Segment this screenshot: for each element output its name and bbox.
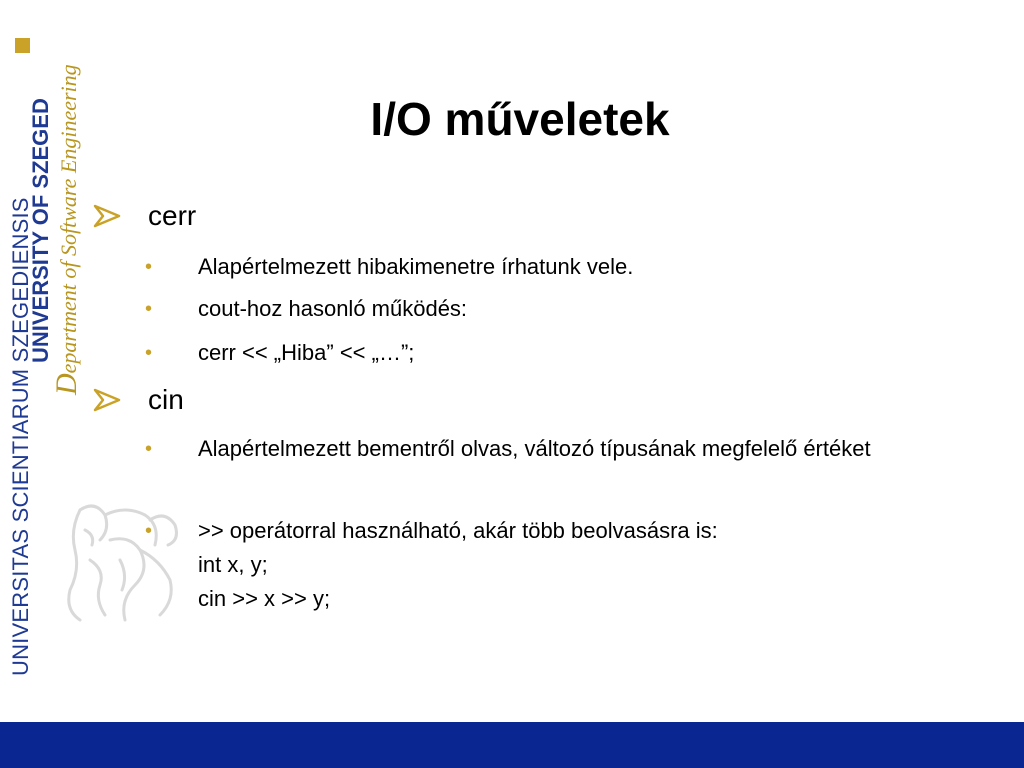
sub-bullet [145,514,898,616]
sub-bullet-text: Alapértelmezett bementről olvas, változó típusának megfelelő értéket [198,436,871,461]
arrow-bullet-icon [92,387,122,413]
university-name: UNIVERSITY OF SZEGED [28,98,53,363]
arrow-bullet-icon [92,203,122,229]
bullet-cin [92,384,184,416]
sub-bullet-text: >> operátorral használható, akár több beolvasásra is: int x, y; cin >> x >> y; [198,518,718,611]
sub-bullet [145,292,898,326]
department-initial: D [50,373,83,395]
bullet-dot-icon: • [145,520,153,542]
bullet-label: cin [148,384,184,415]
corner-square [15,38,30,53]
sub-bullet-text: cerr << „Hiba” << „…”; [198,340,415,365]
sub-bullet [145,336,898,370]
sub-bullet [145,432,898,466]
bullet-dot-icon: • [145,342,153,364]
bullet-cerr [92,200,196,232]
department-rest: epartment of Software Engineering [56,64,81,374]
department-name [52,64,82,395]
sub-bullet-text: Alapértelmezett hibakimenetre írhatunk vele. [198,254,634,279]
footer-bar [0,722,1024,768]
latin-university-name: UNIVERSITAS SCIENTIARUM SZEGEDIENSIS [8,197,33,676]
slide-title: I/O műveletek [370,93,670,145]
sub-bullet-text: cout-hoz hasonló működés: [198,296,468,321]
bullet-label: cerr [148,200,197,231]
sub-bullet [145,250,898,284]
bullet-dot-icon: • [145,298,153,320]
bullet-dot-icon: • [145,438,153,460]
bullet-dot-icon: • [145,256,153,278]
